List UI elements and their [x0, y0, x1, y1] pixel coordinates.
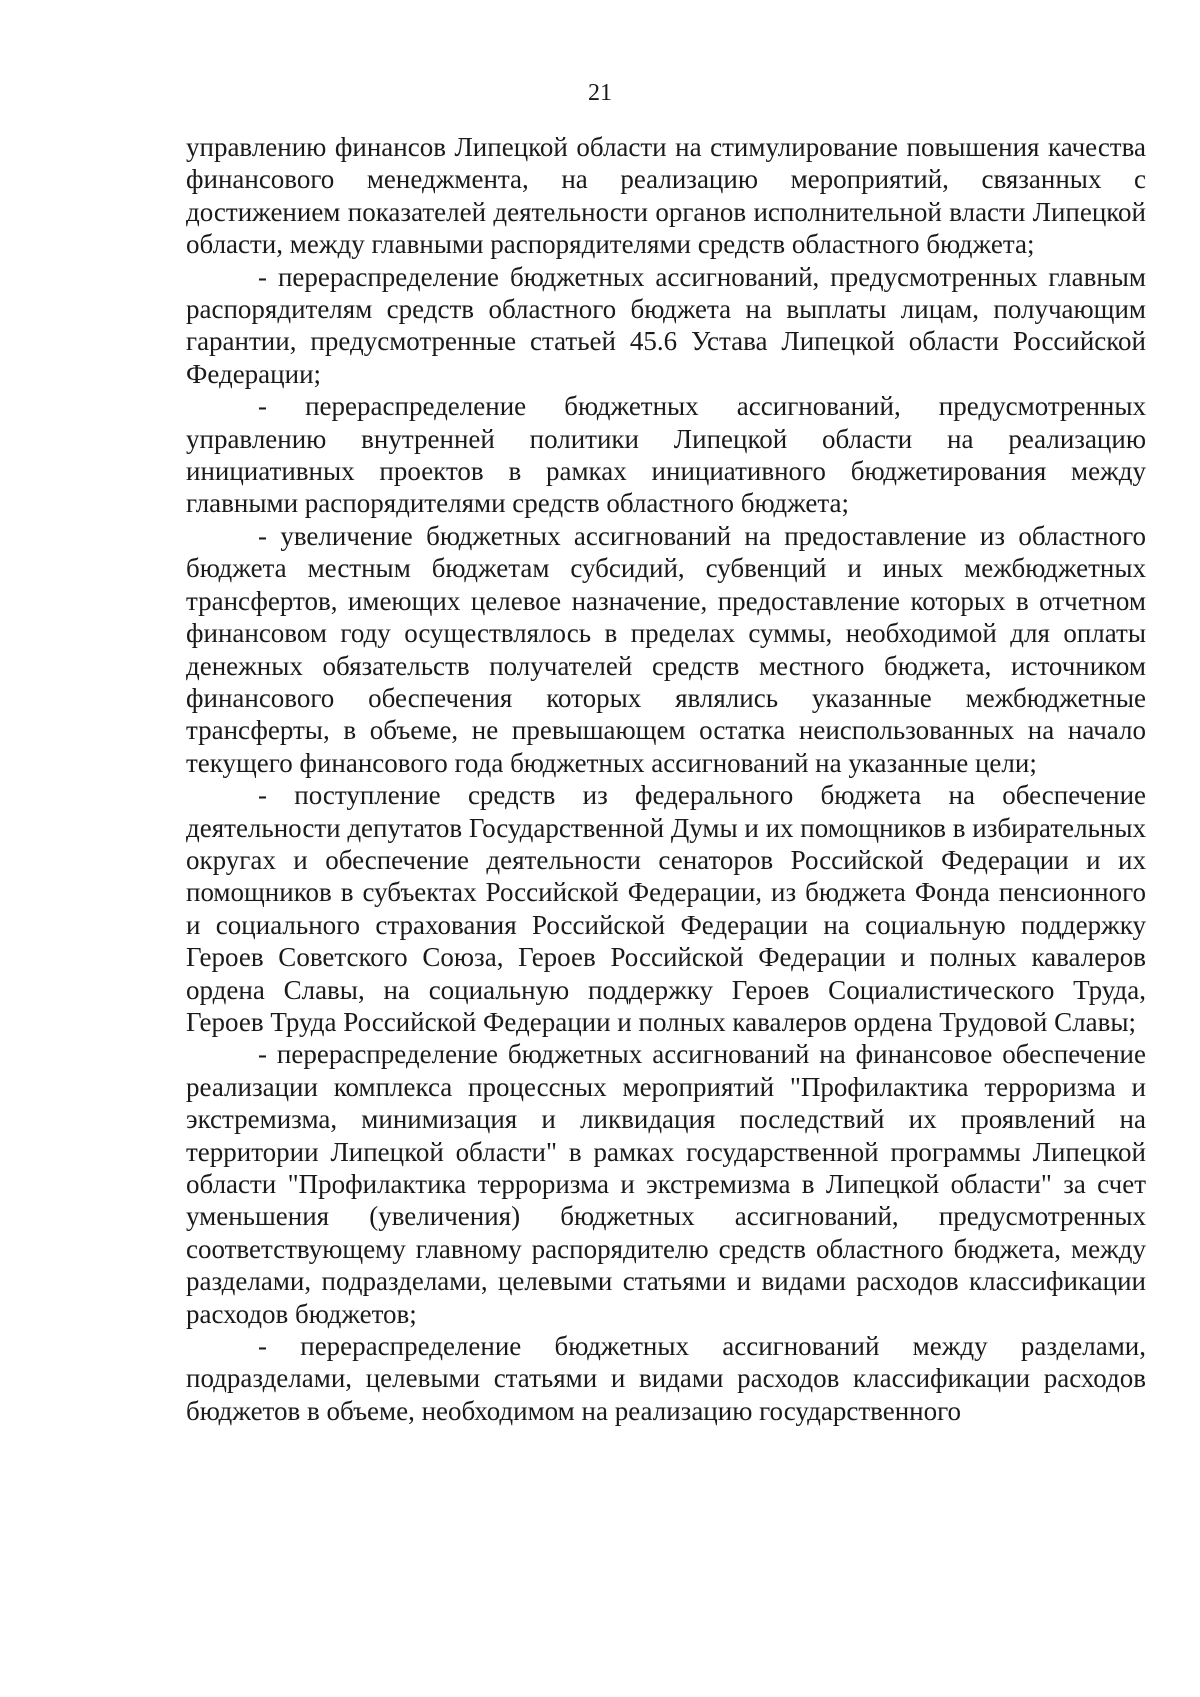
paragraph-item: - перераспределение бюджетных ассигнований, предусмотренных управлению внутренней политики Липецкой области на реализацию инициативных проектов в рамках инициативного бюджетирования между главными распорядителями средств областного бюджета;	[186, 391, 1146, 519]
document-body	[186, 131, 1146, 1427]
paragraph-item: - перераспределение бюджетных ассигнований на финансовое обеспечение реализации комплекса процессных мероприятий "Профилактика терроризма и экстремизма, минимизация и ликвидация последствий их проявлений на территории Липецкой области" в рамках государственной программы Липецкой области "Профилактика терроризма и экстремизма в Липецкой области" за счет уменьшения (увеличения) бюджетных ассигнований, предусмотренных соответствующему главному распорядителю средств областного бюджета, между разделами, подразделами, целевыми статьями и видами расходов классификации расходов бюджетов;	[186, 1039, 1146, 1329]
paragraph-item: - перераспределение бюджетных ассигнований между разделами, подразделами, целевыми статьями и видами расходов классификации расходов бюджетов в объеме, необходимом на реализацию государственного	[186, 1331, 1146, 1426]
paragraph-continuation: управлению финансов Липецкой области на стимулирование повышения качества финансового менеджмента, на реализацию мероприятий, связанных с достижением показателей деятельности органов исполнительной власти Липецкой области, между главными распорядителями средств областного бюджета;	[186, 132, 1146, 260]
paragraph-item: - увеличение бюджетных ассигнований на предоставление из областного бюджета местным бюджетам субсидий, субвенций и иных межбюджетных трансфертов, имеющих целевое назначение, предоставление которых в отчетном финансовом году осуществлялось в пределах суммы, необходимой для оплаты денежных обязательств получателей средств местного бюджета, источником финансового обеспечения которых являлись указанные межбюджетные трансферты, в объеме, не превышающем остатка неиспользованных на начало текущего финансового года бюджетных ассигнований на указанные цели;	[186, 520, 1146, 778]
paragraph-item: - перераспределение бюджетных ассигнований, предусмотренных главным распорядителям средств областного бюджета на выплаты лицам, получающим гарантии, предусмотренные статьей 45.6 Устава Липецкой области Российской Федерации;	[186, 261, 1146, 389]
paragraph-item: - поступление средств из федерального бюджета на обеспечение деятельности депутатов Государственной Думы и их помощников в избирательных округах и обеспечение деятельности сенаторов Российской Федерации и их помощников в субъектах Российской Федерации, из бюджета Фонда пенсионного и социального страхования Российской Федерации на социальную поддержку Героев Советского Союза, Героев Российской Федерации и полных кавалеров ордена Славы, на социальную поддержку Героев Социалистического Труда, Героев Труда Российской Федерации и полных кавалеров ордена Трудовой Славы;	[186, 780, 1146, 1037]
page-number: 21	[588, 80, 612, 106]
